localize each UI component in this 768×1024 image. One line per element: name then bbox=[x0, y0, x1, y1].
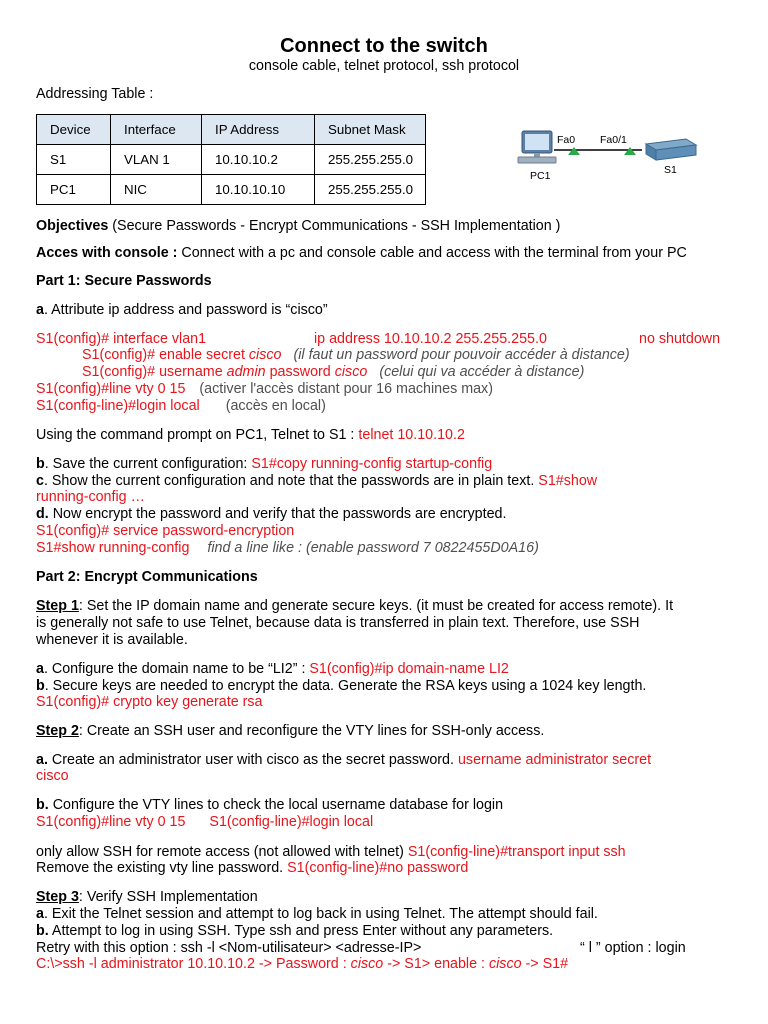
console-line bbox=[36, 245, 687, 262]
step-label: Step 3 bbox=[36, 889, 79, 905]
step-a-line bbox=[36, 302, 328, 319]
s1-label: S1 bbox=[664, 164, 677, 176]
command-value: cisco bbox=[334, 364, 368, 380]
command-text: S1(config)# username bbox=[82, 364, 227, 380]
step-label: a bbox=[36, 906, 44, 922]
step-label: b bbox=[36, 678, 45, 694]
command-text: S1(config)# service password-encryption bbox=[36, 523, 295, 539]
line-vty-line bbox=[36, 381, 493, 398]
step1-a-line bbox=[36, 661, 509, 678]
table-header-row bbox=[37, 115, 426, 145]
step-text: Configure the VTY lines to check the local username database for login bbox=[48, 797, 504, 813]
command-text: password bbox=[265, 364, 335, 380]
step1-b-line bbox=[36, 678, 646, 695]
command-text: C:\>ssh -l administrator 10.10.10.2 -> Password : bbox=[36, 956, 351, 972]
command-value: cisco bbox=[248, 347, 282, 363]
login-option-note: “ l ” option : login bbox=[580, 940, 686, 956]
ssh-only-line bbox=[36, 844, 626, 861]
login-local-line bbox=[36, 398, 326, 415]
table-cell: 255.255.255.0 bbox=[315, 175, 426, 205]
console-text: Connect with a pc and console cable and access with the terminal from your PC bbox=[177, 245, 687, 261]
table-cell: VLAN 1 bbox=[111, 145, 202, 175]
step-label: d. bbox=[36, 506, 49, 522]
table-cell: NIC bbox=[111, 175, 202, 205]
step-label: c bbox=[36, 473, 44, 489]
step-label: Step 1 bbox=[36, 598, 79, 614]
step-b-line bbox=[36, 456, 492, 473]
step-text: is generally not safe to use Telnet, because data is transferred in plain text. Therefore, use SSH bbox=[36, 615, 640, 631]
command-text: S1#show bbox=[538, 473, 598, 489]
part1-heading: Part 1: Secure Passwords bbox=[36, 273, 212, 289]
column-header: Device bbox=[37, 115, 111, 145]
step2-a-line bbox=[36, 752, 651, 769]
step-text: Now encrypt the password and verify that the passwords are encrypted. bbox=[48, 506, 507, 522]
console-label: Acces with console : bbox=[36, 245, 178, 261]
link-status-indicator bbox=[568, 147, 580, 155]
command-text: S1(config)#line vty 0 15 bbox=[36, 381, 186, 397]
show-run-line bbox=[36, 540, 539, 557]
command-value: cisco bbox=[350, 956, 384, 972]
command-text: -> S1> enable : bbox=[383, 956, 489, 972]
command-text: telnet 10.10.10.2 bbox=[358, 427, 465, 443]
step-text: . Configure the domain name to be “LI2” : bbox=[43, 661, 310, 677]
command-text: S1(config)# enable secret bbox=[82, 347, 249, 363]
telnet-line bbox=[36, 427, 465, 444]
instruction-text: Remove the existing vty line password. bbox=[36, 860, 288, 876]
step-text: . Exit the Telnet session and attempt to log back in using Telnet. The attempt should fail. bbox=[43, 906, 598, 922]
step-text: Attempt to log in using SSH. Type ssh and press Enter without any parameters. bbox=[48, 923, 554, 939]
table-row bbox=[37, 145, 426, 175]
ssh-command-line bbox=[36, 956, 568, 973]
step-label: a. bbox=[36, 752, 48, 768]
note-text: (celui qui va accéder à distance) bbox=[379, 364, 585, 380]
retry-text: Retry with this option : ssh -l <Nom-utilisateur> <adresse-IP> bbox=[36, 940, 422, 956]
objectives-label: Objectives bbox=[36, 218, 109, 234]
column-header: Subnet Mask bbox=[315, 115, 426, 145]
command-text: S1(config)# crypto key generate rsa bbox=[36, 694, 263, 710]
command-text: ip address 10.10.10.2 255.255.255.0 bbox=[314, 331, 547, 347]
step3-b-line bbox=[36, 923, 553, 940]
step-label: b bbox=[36, 456, 45, 472]
table-cell: PC1 bbox=[37, 175, 111, 205]
command-text: S1(config)# interface vlan1 bbox=[36, 331, 207, 347]
command-value: cisco bbox=[488, 956, 522, 972]
step-label: a bbox=[36, 302, 44, 318]
table-cell: 255.255.255.0 bbox=[315, 145, 426, 175]
command-text: S1(config)#line vty 0 15 bbox=[36, 814, 186, 830]
step-label: Step 2 bbox=[36, 723, 79, 739]
step-text: : Create an SSH user and reconfigure the VTY lines for SSH-only access. bbox=[78, 723, 545, 739]
step3-line bbox=[36, 889, 258, 906]
step-label: b. bbox=[36, 923, 49, 939]
instruction-text: only allow SSH for remote access (not allowed with telnet) bbox=[36, 844, 408, 860]
command-text: running-config … bbox=[36, 489, 145, 505]
command-value: admin bbox=[226, 364, 266, 380]
note-text: (il faut un password pour pouvoir accéder à distance) bbox=[293, 347, 630, 363]
enable-secret-line bbox=[82, 347, 630, 364]
addressing-table-label: Addressing Table : bbox=[36, 86, 154, 102]
step-text: . Secure keys are needed to encrypt the data. Generate the RSA keys using a 1024 key length. bbox=[44, 678, 647, 694]
pc1-label: PC1 bbox=[530, 170, 551, 182]
command-text: username administrator secret bbox=[457, 752, 652, 768]
remove-password-line bbox=[36, 860, 468, 877]
command-text: S1(config-line)#login local bbox=[36, 398, 200, 414]
instruction-text: Using the command prompt on PC1, Telnet to S1 : bbox=[36, 427, 359, 443]
step3-a-line bbox=[36, 906, 598, 923]
column-header: IP Address bbox=[202, 115, 315, 145]
link-status-indicator bbox=[624, 147, 636, 155]
table-cell: 10.10.10.2 bbox=[202, 145, 315, 175]
table-cell: S1 bbox=[37, 145, 111, 175]
command-text: S1(config)#ip domain-name LI2 bbox=[309, 661, 509, 677]
step-label: b. bbox=[36, 797, 49, 813]
step-text: Create an administrator user with cisco as the secret password. bbox=[47, 752, 458, 768]
objectives-text: (Secure Passwords - Encrypt Communications - SSH Implementation ) bbox=[108, 218, 561, 234]
command-text: cisco bbox=[36, 768, 69, 784]
step-text: whenever it is available. bbox=[36, 632, 188, 648]
note-text: (activer l'accès distant pour 16 machines max) bbox=[199, 381, 493, 397]
step-text: . Attribute ip address and password is “cisco” bbox=[43, 302, 328, 318]
step-text: . Save the current configuration: bbox=[44, 456, 252, 472]
command-text: S1#copy running-config startup-config bbox=[251, 456, 493, 472]
fa0-label: Fa0 bbox=[557, 134, 576, 146]
objectives-line bbox=[36, 218, 560, 235]
vty-login-line bbox=[36, 814, 373, 831]
note-text: (accès en local) bbox=[225, 398, 326, 414]
command-text: -> S1# bbox=[521, 956, 569, 972]
table-row bbox=[37, 175, 426, 205]
fa01-label: Fa0/1 bbox=[600, 134, 627, 146]
command-text: S1(config-line)#no password bbox=[287, 860, 469, 876]
command-text: no shutdown bbox=[639, 331, 721, 347]
table-cell: 10.10.10.10 bbox=[202, 175, 315, 205]
switch-icon bbox=[646, 139, 696, 160]
note-text: find a line like : (enable password 7 0822455D0A16) bbox=[207, 540, 539, 556]
page-title: Connect to the switch bbox=[280, 35, 488, 57]
addressing-table bbox=[36, 114, 426, 205]
username-line bbox=[82, 364, 584, 381]
step-c-line bbox=[36, 473, 597, 490]
step-text: . Show the current configuration and note that the passwords are in plain text. bbox=[43, 473, 539, 489]
page-subtitle: console cable, telnet protocol, ssh protocol bbox=[248, 58, 520, 74]
step-d-line bbox=[36, 506, 506, 523]
pc-icon bbox=[518, 131, 556, 163]
step-text: : Verify SSH Implementation bbox=[78, 889, 258, 905]
command-text: S1#show running-config bbox=[36, 540, 190, 556]
command-text: S1(config-line)#login local bbox=[209, 814, 374, 830]
command-text: S1(config-line)#transport input ssh bbox=[407, 844, 626, 860]
part2-heading: Part 2: Encrypt Communications bbox=[36, 569, 258, 585]
step-label: a bbox=[36, 661, 44, 677]
step2-line bbox=[36, 723, 544, 740]
step-text: : Set the IP domain name and generate secure keys. (it must be created for access remote). It bbox=[78, 598, 674, 614]
step2-b-line bbox=[36, 797, 503, 814]
step1-line bbox=[36, 598, 673, 615]
column-header: Interface bbox=[111, 115, 202, 145]
